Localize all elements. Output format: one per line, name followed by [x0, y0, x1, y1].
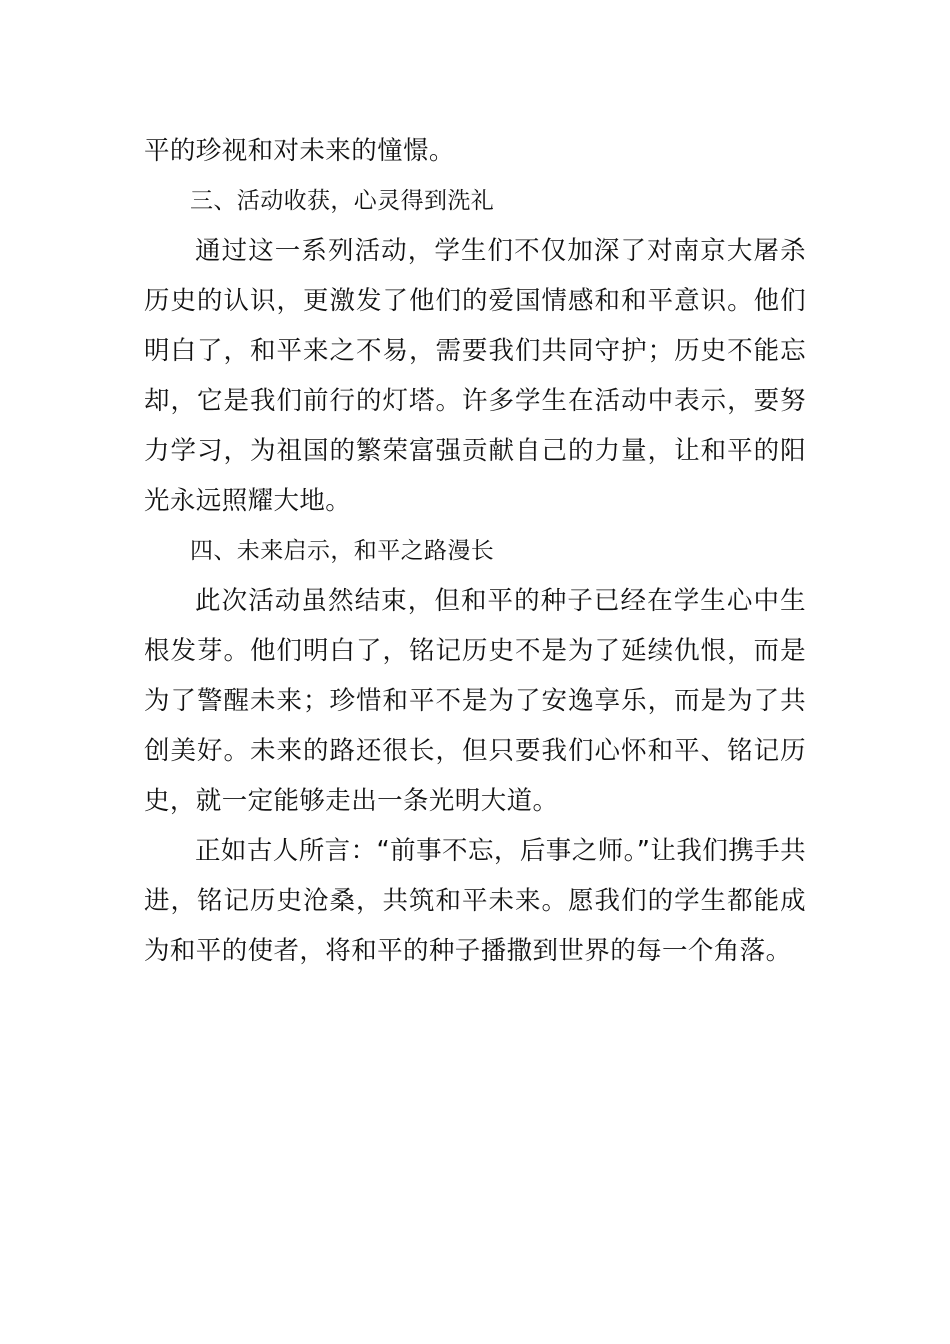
section-heading-gains: 三、活动收获，心灵得到洗礼 [190, 188, 495, 214]
body-paragraph-future: 此次活动虽然结束，但和平的种子已经在学生心中生根发芽。他们明白了，铭记历史不是为了延续仇恨，而是为了警醒未来；珍惜和平不是为了安逸享乐，而是为了共创美好。未来的路还很长，但只要我们心怀和平、铭记历史，就一定能够走出一条光明大道。 [144, 586, 806, 816]
body-paragraph-closing: 正如古人所言：“前事不忘，后事之师。”让我们携手共进，铭记历史沧桑，共筑和平未来。愿我们的学生都能成为和平的使者，将和平的种子播撒到世界的每一个角落。 [144, 836, 806, 966]
body-paragraph-gains: 通过这一系列活动，学生们不仅加深了对南京大屠杀历史的认识，更激发了他们的爱国情感和和平意识。他们明白了，和平来之不易，需要我们共同守护；历史不能忘却，它是我们前行的灯塔。许多学生在活动中表示，要努力学习，为祖国的繁荣富强贡献自己的力量，让和平的阳光永远照耀大地。 [144, 236, 806, 516]
section-heading-future: 四、未来启示，和平之路漫长 [190, 538, 495, 564]
document-body [144, 126, 806, 976]
continuation-paragraph: 平的珍视和对未来的憧憬。 [144, 136, 455, 166]
